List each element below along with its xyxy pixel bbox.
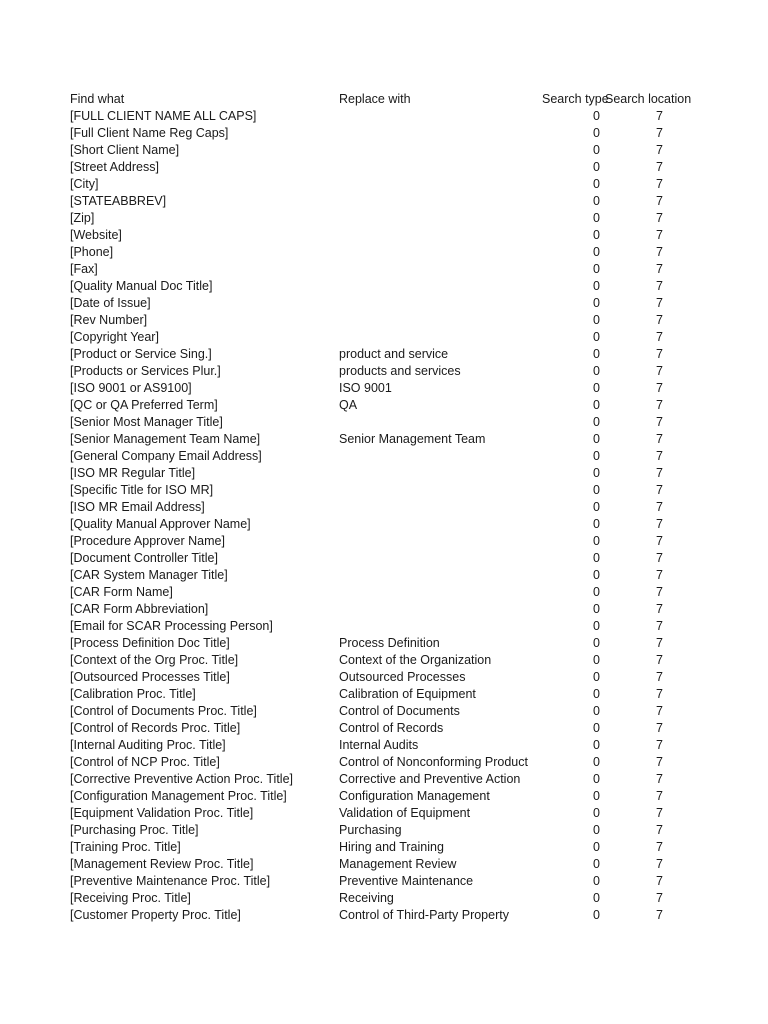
- replace-with-cell: Corrective and Preventive Action: [339, 772, 521, 786]
- find-what-cell: [ISO 9001 or AS9100]: [70, 381, 192, 395]
- search-location-cell: 7: [656, 687, 663, 701]
- table-row: [0, 516, 768, 533]
- table-row: [0, 465, 768, 482]
- search-type-cell: 0: [593, 840, 600, 854]
- search-location-cell: 7: [656, 619, 663, 633]
- table-row: [0, 754, 768, 771]
- table-row: [0, 618, 768, 635]
- table-row: [0, 448, 768, 465]
- search-type-cell: 0: [593, 245, 600, 259]
- replace-with-cell: Process Definition: [339, 636, 440, 650]
- table-row: [0, 261, 768, 278]
- find-what-cell: [Configuration Management Proc. Title]: [70, 789, 287, 803]
- search-type-cell: 0: [593, 772, 600, 786]
- search-type-cell: 0: [593, 364, 600, 378]
- search-location-cell: 7: [656, 806, 663, 820]
- search-location-cell: 7: [656, 432, 663, 446]
- search-location-cell: 7: [656, 738, 663, 752]
- find-what-cell: [Preventive Maintenance Proc. Title]: [70, 874, 271, 888]
- search-location-cell: 7: [656, 568, 663, 582]
- find-what-cell: [General Company Email Address]: [70, 449, 262, 463]
- search-type-cell: 0: [593, 109, 600, 123]
- find-what-cell: [Senior Most Manager Title]: [70, 415, 223, 429]
- replace-with-cell: Control of Third-Party Property: [339, 908, 509, 922]
- find-what-cell: [Corrective Preventive Action Proc. Title]: [70, 772, 294, 786]
- find-what-cell: [Management Review Proc. Title]: [70, 857, 254, 871]
- search-location-cell: 7: [656, 755, 663, 769]
- find-what-cell: [Process Definition Doc Title]: [70, 636, 230, 650]
- search-type-cell: 0: [593, 636, 600, 650]
- find-what-cell: [CAR System Manager Title]: [70, 568, 228, 582]
- replace-with-cell: product and service: [339, 347, 449, 361]
- find-what-cell: [STATEABBREV]: [70, 194, 167, 208]
- search-location-cell: 7: [656, 551, 663, 565]
- find-what-cell: [Rev Number]: [70, 313, 148, 327]
- table-row: [0, 856, 768, 873]
- search-type-cell: 0: [593, 789, 600, 803]
- find-what-cell: [Equipment Validation Proc. Title]: [70, 806, 254, 820]
- search-location-cell: 7: [656, 228, 663, 242]
- search-type-cell: 0: [593, 568, 600, 582]
- search-location-cell: 7: [656, 194, 663, 208]
- search-location-cell: 7: [656, 177, 663, 191]
- search-type-cell: 0: [593, 874, 600, 888]
- replace-with-cell: Receiving: [339, 891, 394, 905]
- table-row: [0, 431, 768, 448]
- find-what-cell: [ISO MR Regular Title]: [70, 466, 196, 480]
- search-type-cell: 0: [593, 432, 600, 446]
- search-type-cell: 0: [593, 313, 600, 327]
- search-type-cell: 0: [593, 381, 600, 395]
- search-type-cell: 0: [593, 500, 600, 514]
- table-row: [0, 635, 768, 652]
- table-row: [0, 533, 768, 550]
- find-what-cell: [Purchasing Proc. Title]: [70, 823, 199, 837]
- search-type-cell: 0: [593, 143, 600, 157]
- table-row: [0, 737, 768, 754]
- find-what-cell: [Receiving Proc. Title]: [70, 891, 191, 905]
- table-row: [0, 193, 768, 210]
- search-type-cell: 0: [593, 755, 600, 769]
- search-location-cell: 7: [656, 874, 663, 888]
- table-row: [0, 244, 768, 261]
- find-what-cell: [Quality Manual Approver Name]: [70, 517, 251, 531]
- search-location-cell: 7: [656, 500, 663, 514]
- search-type-cell: 0: [593, 466, 600, 480]
- table-row: [0, 227, 768, 244]
- find-what-cell: [Phone]: [70, 245, 114, 259]
- search-location-cell: 7: [656, 721, 663, 735]
- find-what-cell: [ISO MR Email Address]: [70, 500, 205, 514]
- search-type-cell: 0: [593, 483, 600, 497]
- replace-with-cell: Hiring and Training: [339, 840, 444, 854]
- replace-with-cell: Purchasing: [339, 823, 402, 837]
- search-location-cell: 7: [656, 840, 663, 854]
- table-row: [0, 567, 768, 584]
- search-location-cell: 7: [656, 585, 663, 599]
- search-location-cell: 7: [656, 449, 663, 463]
- replace-with-cell: Preventive Maintenance: [339, 874, 474, 888]
- header-replace-with: Replace with: [339, 92, 411, 106]
- find-what-cell: [Specific Title for ISO MR]: [70, 483, 214, 497]
- find-what-cell: [Full Client Name Reg Caps]: [70, 126, 229, 140]
- table-body: [0, 108, 768, 924]
- table-row: [0, 295, 768, 312]
- search-type-cell: 0: [593, 891, 600, 905]
- search-type-cell: 0: [593, 857, 600, 871]
- search-type-cell: 0: [593, 279, 600, 293]
- find-what-cell: [Copyright Year]: [70, 330, 159, 344]
- table-row: [0, 686, 768, 703]
- search-location-cell: 7: [656, 313, 663, 327]
- table-row: [0, 805, 768, 822]
- replace-with-cell: Outsourced Processes: [339, 670, 466, 684]
- search-type-cell: 0: [593, 653, 600, 667]
- find-what-cell: [Control of Documents Proc. Title]: [70, 704, 257, 718]
- find-what-cell: [CAR Form Abbreviation]: [70, 602, 209, 616]
- search-location-cell: 7: [656, 891, 663, 905]
- search-type-cell: 0: [593, 687, 600, 701]
- search-location-cell: 7: [656, 908, 663, 922]
- search-location-cell: 7: [656, 636, 663, 650]
- find-what-cell: [QC or QA Preferred Term]: [70, 398, 218, 412]
- header-search-type: Search type: [542, 92, 609, 106]
- find-what-cell: [Zip]: [70, 211, 95, 225]
- search-location-cell: 7: [656, 398, 663, 412]
- search-location-cell: 7: [656, 517, 663, 531]
- table-row: [0, 720, 768, 737]
- find-what-cell: [Outsourced Processes Title]: [70, 670, 230, 684]
- find-what-cell: [Email for SCAR Processing Person]: [70, 619, 273, 633]
- spreadsheet-table: [0, 91, 768, 924]
- search-type-cell: 0: [593, 211, 600, 225]
- table-row: [0, 907, 768, 924]
- header-search-location: Search location: [605, 92, 692, 106]
- search-type-cell: 0: [593, 347, 600, 361]
- table-row: [0, 652, 768, 669]
- replace-with-cell: ISO 9001: [339, 381, 392, 395]
- table-row: [0, 142, 768, 159]
- table-row: [0, 159, 768, 176]
- find-what-cell: [Calibration Proc. Title]: [70, 687, 196, 701]
- find-what-cell: [Document Controller Title]: [70, 551, 218, 565]
- find-what-cell: [City]: [70, 177, 99, 191]
- table-row: [0, 771, 768, 788]
- replace-with-cell: Calibration of Equipment: [339, 687, 476, 701]
- search-type-cell: 0: [593, 296, 600, 310]
- search-location-cell: 7: [656, 211, 663, 225]
- replace-with-cell: Internal Audits: [339, 738, 419, 752]
- header-find-what: Find what: [70, 92, 125, 106]
- table-row: [0, 210, 768, 227]
- replace-with-cell: Control of Nonconforming Product: [339, 755, 528, 769]
- search-type-cell: 0: [593, 126, 600, 140]
- table-row: [0, 380, 768, 397]
- search-type-cell: 0: [593, 534, 600, 548]
- table-row: [0, 414, 768, 431]
- search-location-cell: 7: [656, 670, 663, 684]
- replace-with-cell: Validation of Equipment: [339, 806, 471, 820]
- find-what-cell: [Senior Management Team Name]: [70, 432, 261, 446]
- search-location-cell: 7: [656, 381, 663, 395]
- search-location-cell: 7: [656, 789, 663, 803]
- search-type-cell: 0: [593, 704, 600, 718]
- search-location-cell: 7: [656, 126, 663, 140]
- search-type-cell: 0: [593, 330, 600, 344]
- table-row: [0, 125, 768, 142]
- search-location-cell: 7: [656, 245, 663, 259]
- table-row: [0, 397, 768, 414]
- find-what-cell: [Website]: [70, 228, 122, 242]
- find-what-cell: [Control of Records Proc. Title]: [70, 721, 241, 735]
- search-location-cell: 7: [656, 415, 663, 429]
- find-what-cell: [Products or Services Plur.]: [70, 364, 221, 378]
- search-type-cell: 0: [593, 228, 600, 242]
- find-what-cell: [Product or Service Sing.]: [70, 347, 212, 361]
- table-row: [0, 278, 768, 295]
- table-row: [0, 176, 768, 193]
- search-location-cell: 7: [656, 364, 663, 378]
- search-type-cell: 0: [593, 517, 600, 531]
- table-row: [0, 329, 768, 346]
- table-row: [0, 601, 768, 618]
- search-type-cell: 0: [593, 551, 600, 565]
- find-what-cell: [Fax]: [70, 262, 98, 276]
- search-location-cell: 7: [656, 653, 663, 667]
- table-row: [0, 499, 768, 516]
- search-location-cell: 7: [656, 160, 663, 174]
- search-location-cell: 7: [656, 602, 663, 616]
- search-type-cell: 0: [593, 262, 600, 276]
- search-location-cell: 7: [656, 704, 663, 718]
- replace-with-cell: Control of Documents: [339, 704, 460, 718]
- table-row: [0, 703, 768, 720]
- find-what-cell: [CAR Form Name]: [70, 585, 173, 599]
- table-row: [0, 839, 768, 856]
- search-location-cell: 7: [656, 823, 663, 837]
- find-what-cell: [Date of Issue]: [70, 296, 151, 310]
- replace-with-cell: Configuration Management: [339, 789, 490, 803]
- search-location-cell: 7: [656, 279, 663, 293]
- search-location-cell: 7: [656, 534, 663, 548]
- search-location-cell: 7: [656, 466, 663, 480]
- replace-with-cell: Management Review: [339, 857, 457, 871]
- table-row: [0, 363, 768, 380]
- replace-with-cell: Context of the Organization: [339, 653, 492, 667]
- search-location-cell: 7: [656, 296, 663, 310]
- find-what-cell: [Quality Manual Doc Title]: [70, 279, 213, 293]
- find-what-cell: [Street Address]: [70, 160, 159, 174]
- find-what-cell: [Context of the Org Proc. Title]: [70, 653, 239, 667]
- search-type-cell: 0: [593, 619, 600, 633]
- table-row: [0, 108, 768, 125]
- find-what-cell: [Internal Auditing Proc. Title]: [70, 738, 226, 752]
- replace-with-cell: Senior Management Team: [339, 432, 486, 446]
- search-type-cell: 0: [593, 602, 600, 616]
- search-type-cell: 0: [593, 670, 600, 684]
- search-location-cell: 7: [656, 483, 663, 497]
- search-location-cell: 7: [656, 347, 663, 361]
- search-type-cell: 0: [593, 449, 600, 463]
- search-location-cell: 7: [656, 143, 663, 157]
- search-location-cell: 7: [656, 330, 663, 344]
- table-row: [0, 584, 768, 601]
- search-type-cell: 0: [593, 721, 600, 735]
- replace-with-cell: products and services: [339, 364, 461, 378]
- find-what-cell: [Short Client Name]: [70, 143, 180, 157]
- table-row: [0, 873, 768, 890]
- table-row: [0, 482, 768, 499]
- search-type-cell: 0: [593, 160, 600, 174]
- search-type-cell: 0: [593, 585, 600, 599]
- table-row: [0, 669, 768, 686]
- find-what-cell: [FULL CLIENT NAME ALL CAPS]: [70, 109, 257, 123]
- search-location-cell: 7: [656, 109, 663, 123]
- search-location-cell: 7: [656, 857, 663, 871]
- search-type-cell: 0: [593, 194, 600, 208]
- find-what-cell: [Procedure Approver Name]: [70, 534, 225, 548]
- search-location-cell: 7: [656, 772, 663, 786]
- search-type-cell: 0: [593, 177, 600, 191]
- table-row: [0, 550, 768, 567]
- search-type-cell: 0: [593, 738, 600, 752]
- table-row: [0, 346, 768, 363]
- find-what-cell: [Control of NCP Proc. Title]: [70, 755, 220, 769]
- header-row: [0, 91, 768, 108]
- find-what-cell: [Training Proc. Title]: [70, 840, 181, 854]
- replace-with-cell: QA: [339, 398, 358, 412]
- find-what-cell: [Customer Property Proc. Title]: [70, 908, 241, 922]
- search-type-cell: 0: [593, 908, 600, 922]
- table-row: [0, 890, 768, 907]
- search-type-cell: 0: [593, 398, 600, 412]
- replace-with-cell: Control of Records: [339, 721, 444, 735]
- search-type-cell: 0: [593, 823, 600, 837]
- search-type-cell: 0: [593, 415, 600, 429]
- search-location-cell: 7: [656, 262, 663, 276]
- search-type-cell: 0: [593, 806, 600, 820]
- table-row: [0, 312, 768, 329]
- table-row: [0, 788, 768, 805]
- table-row: [0, 822, 768, 839]
